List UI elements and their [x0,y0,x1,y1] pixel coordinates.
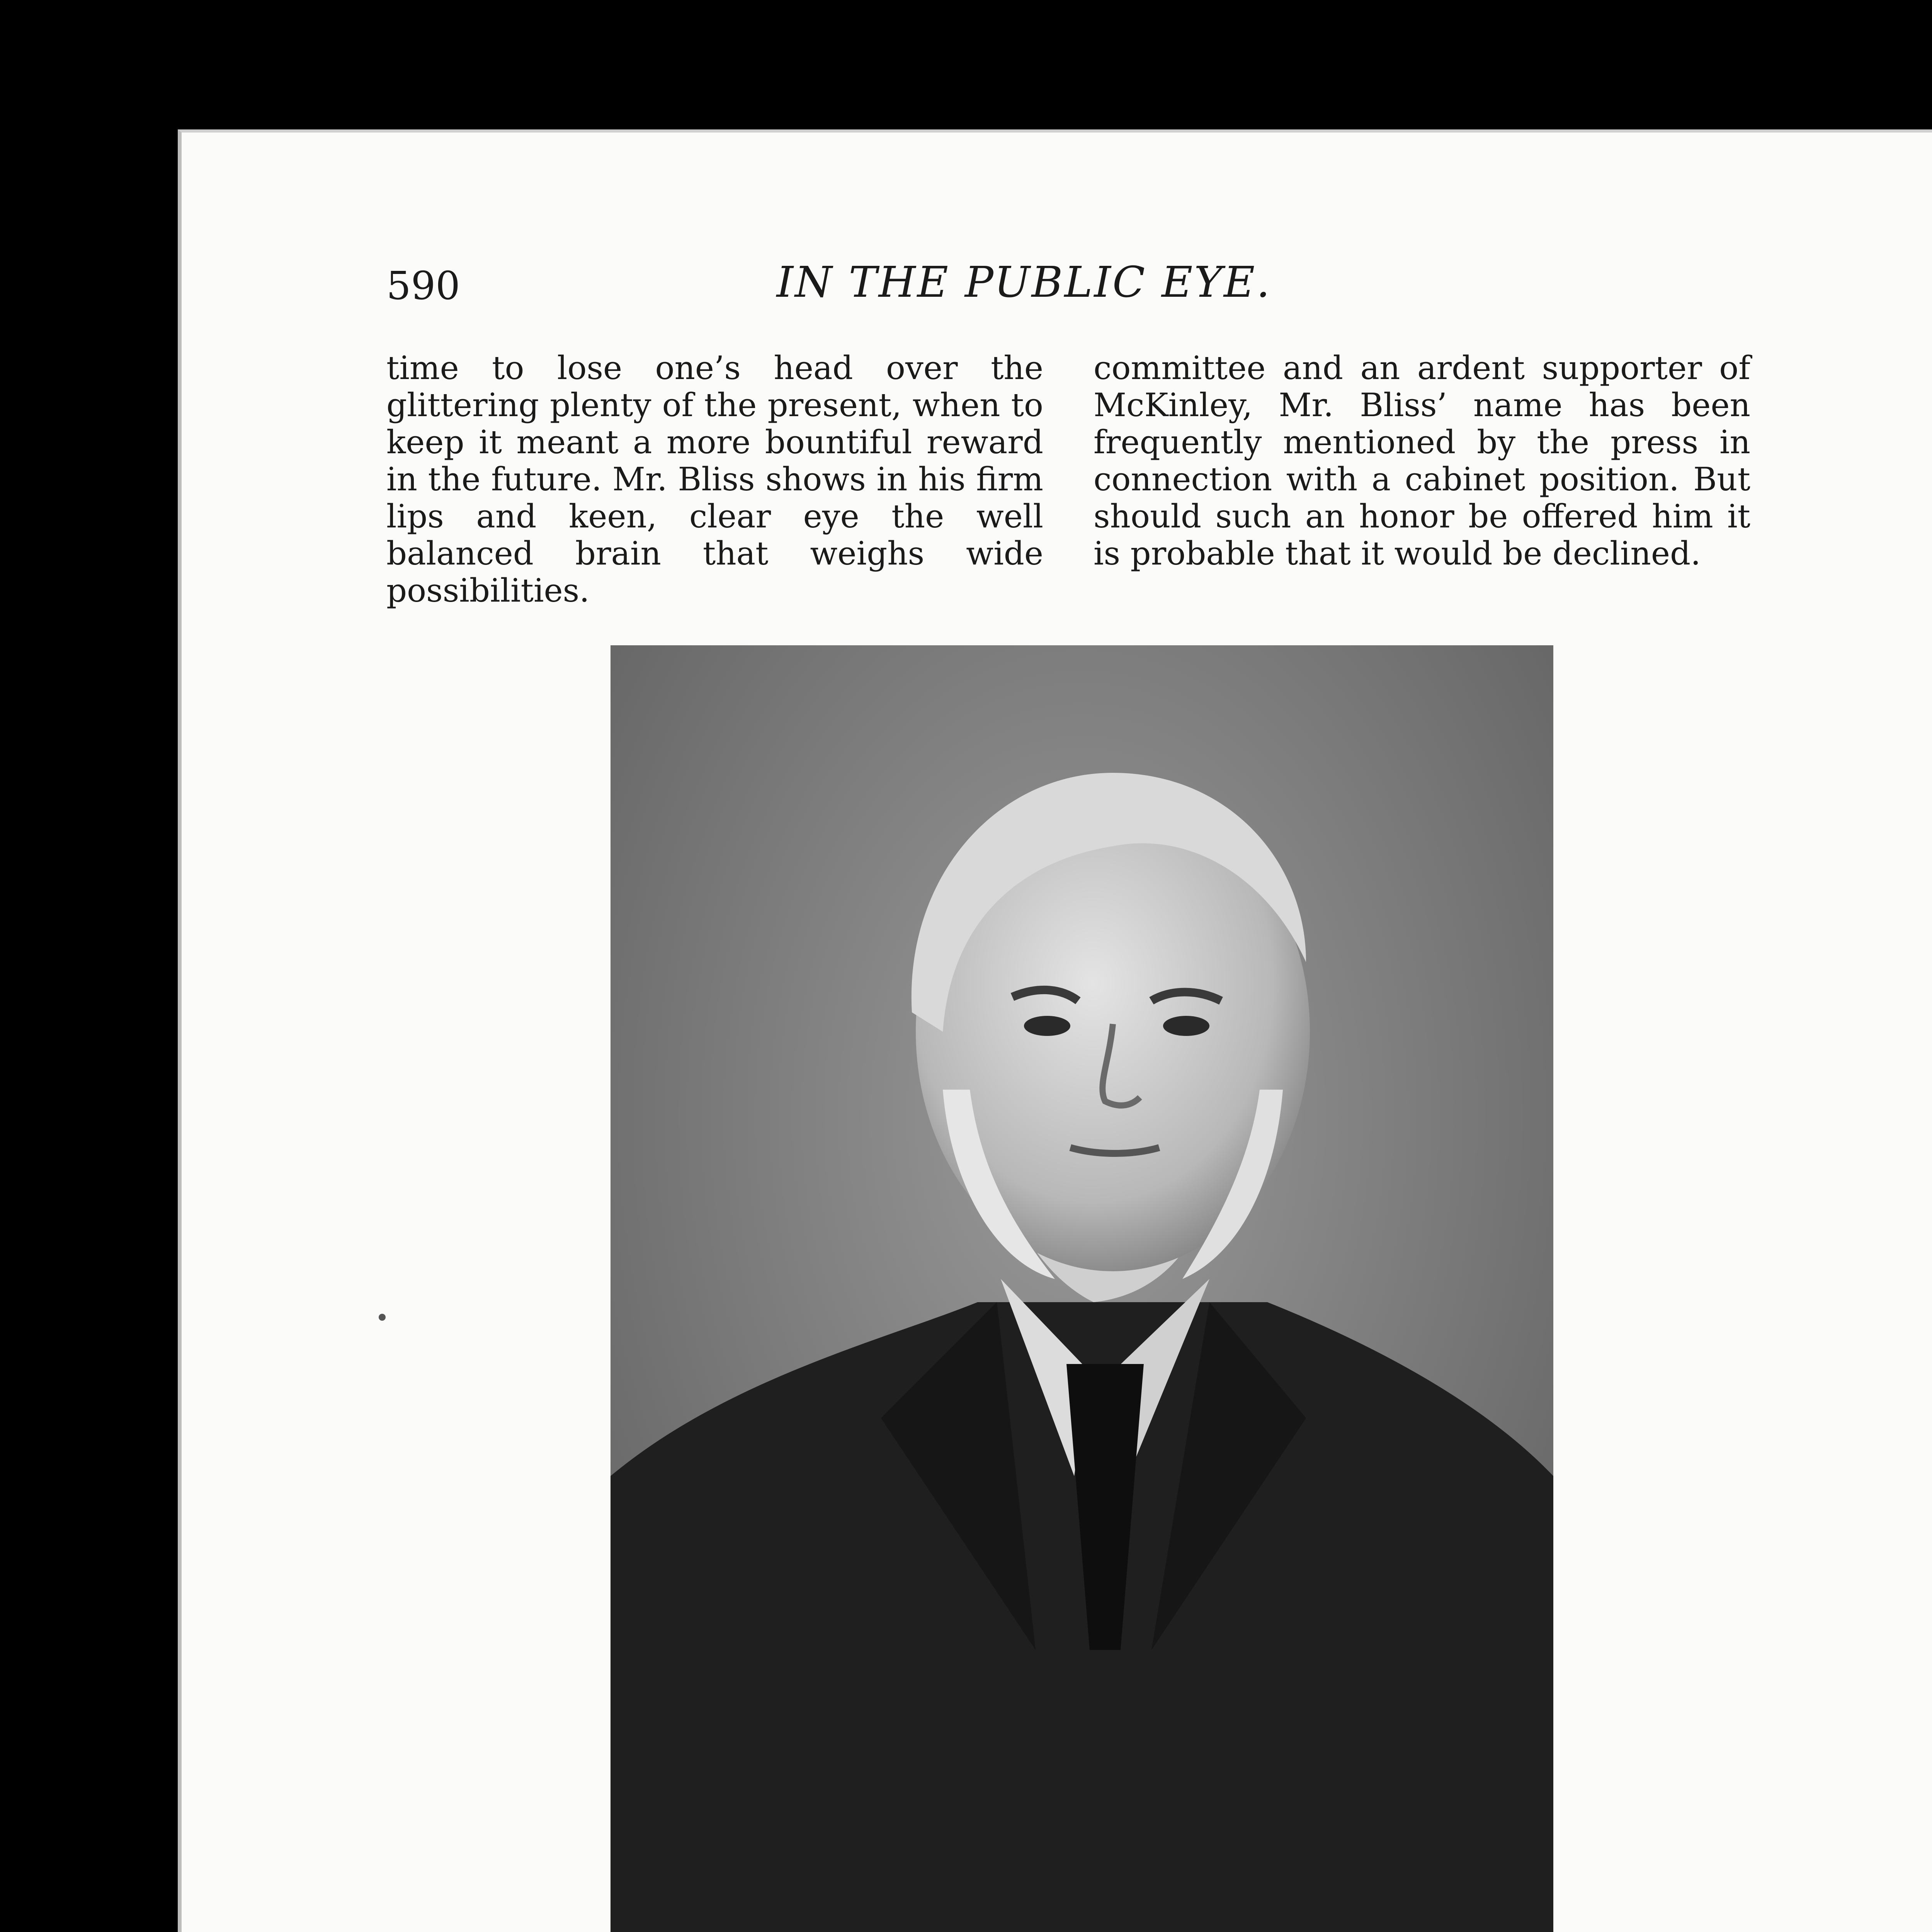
paragraph: committee and an ardent supporter of McKinley, Mr. Bliss’ name has been frequently mentioned by the press in connection with a cabinet position. But should such an honor be offered him it is probable that it would be declined. [1094,349,1750,572]
portrait-photo [611,645,1553,1932]
top-right-column [1094,350,1750,572]
running-title: IN THE PUBLIC EYE. [776,257,1272,307]
ink-speck [379,1314,386,1321]
page-number: 590 [386,263,460,308]
portrait-illustration [611,645,1553,1932]
paragraph: time to lose one’s head over the glittering plenty of the present, when to keep it meant a more bountiful reward in the future. Mr. Bliss shows in his firm lips and keen, clear eye the well balanced brain that weighs wide possibilities. [386,349,1043,609]
top-left-column [386,350,1043,609]
